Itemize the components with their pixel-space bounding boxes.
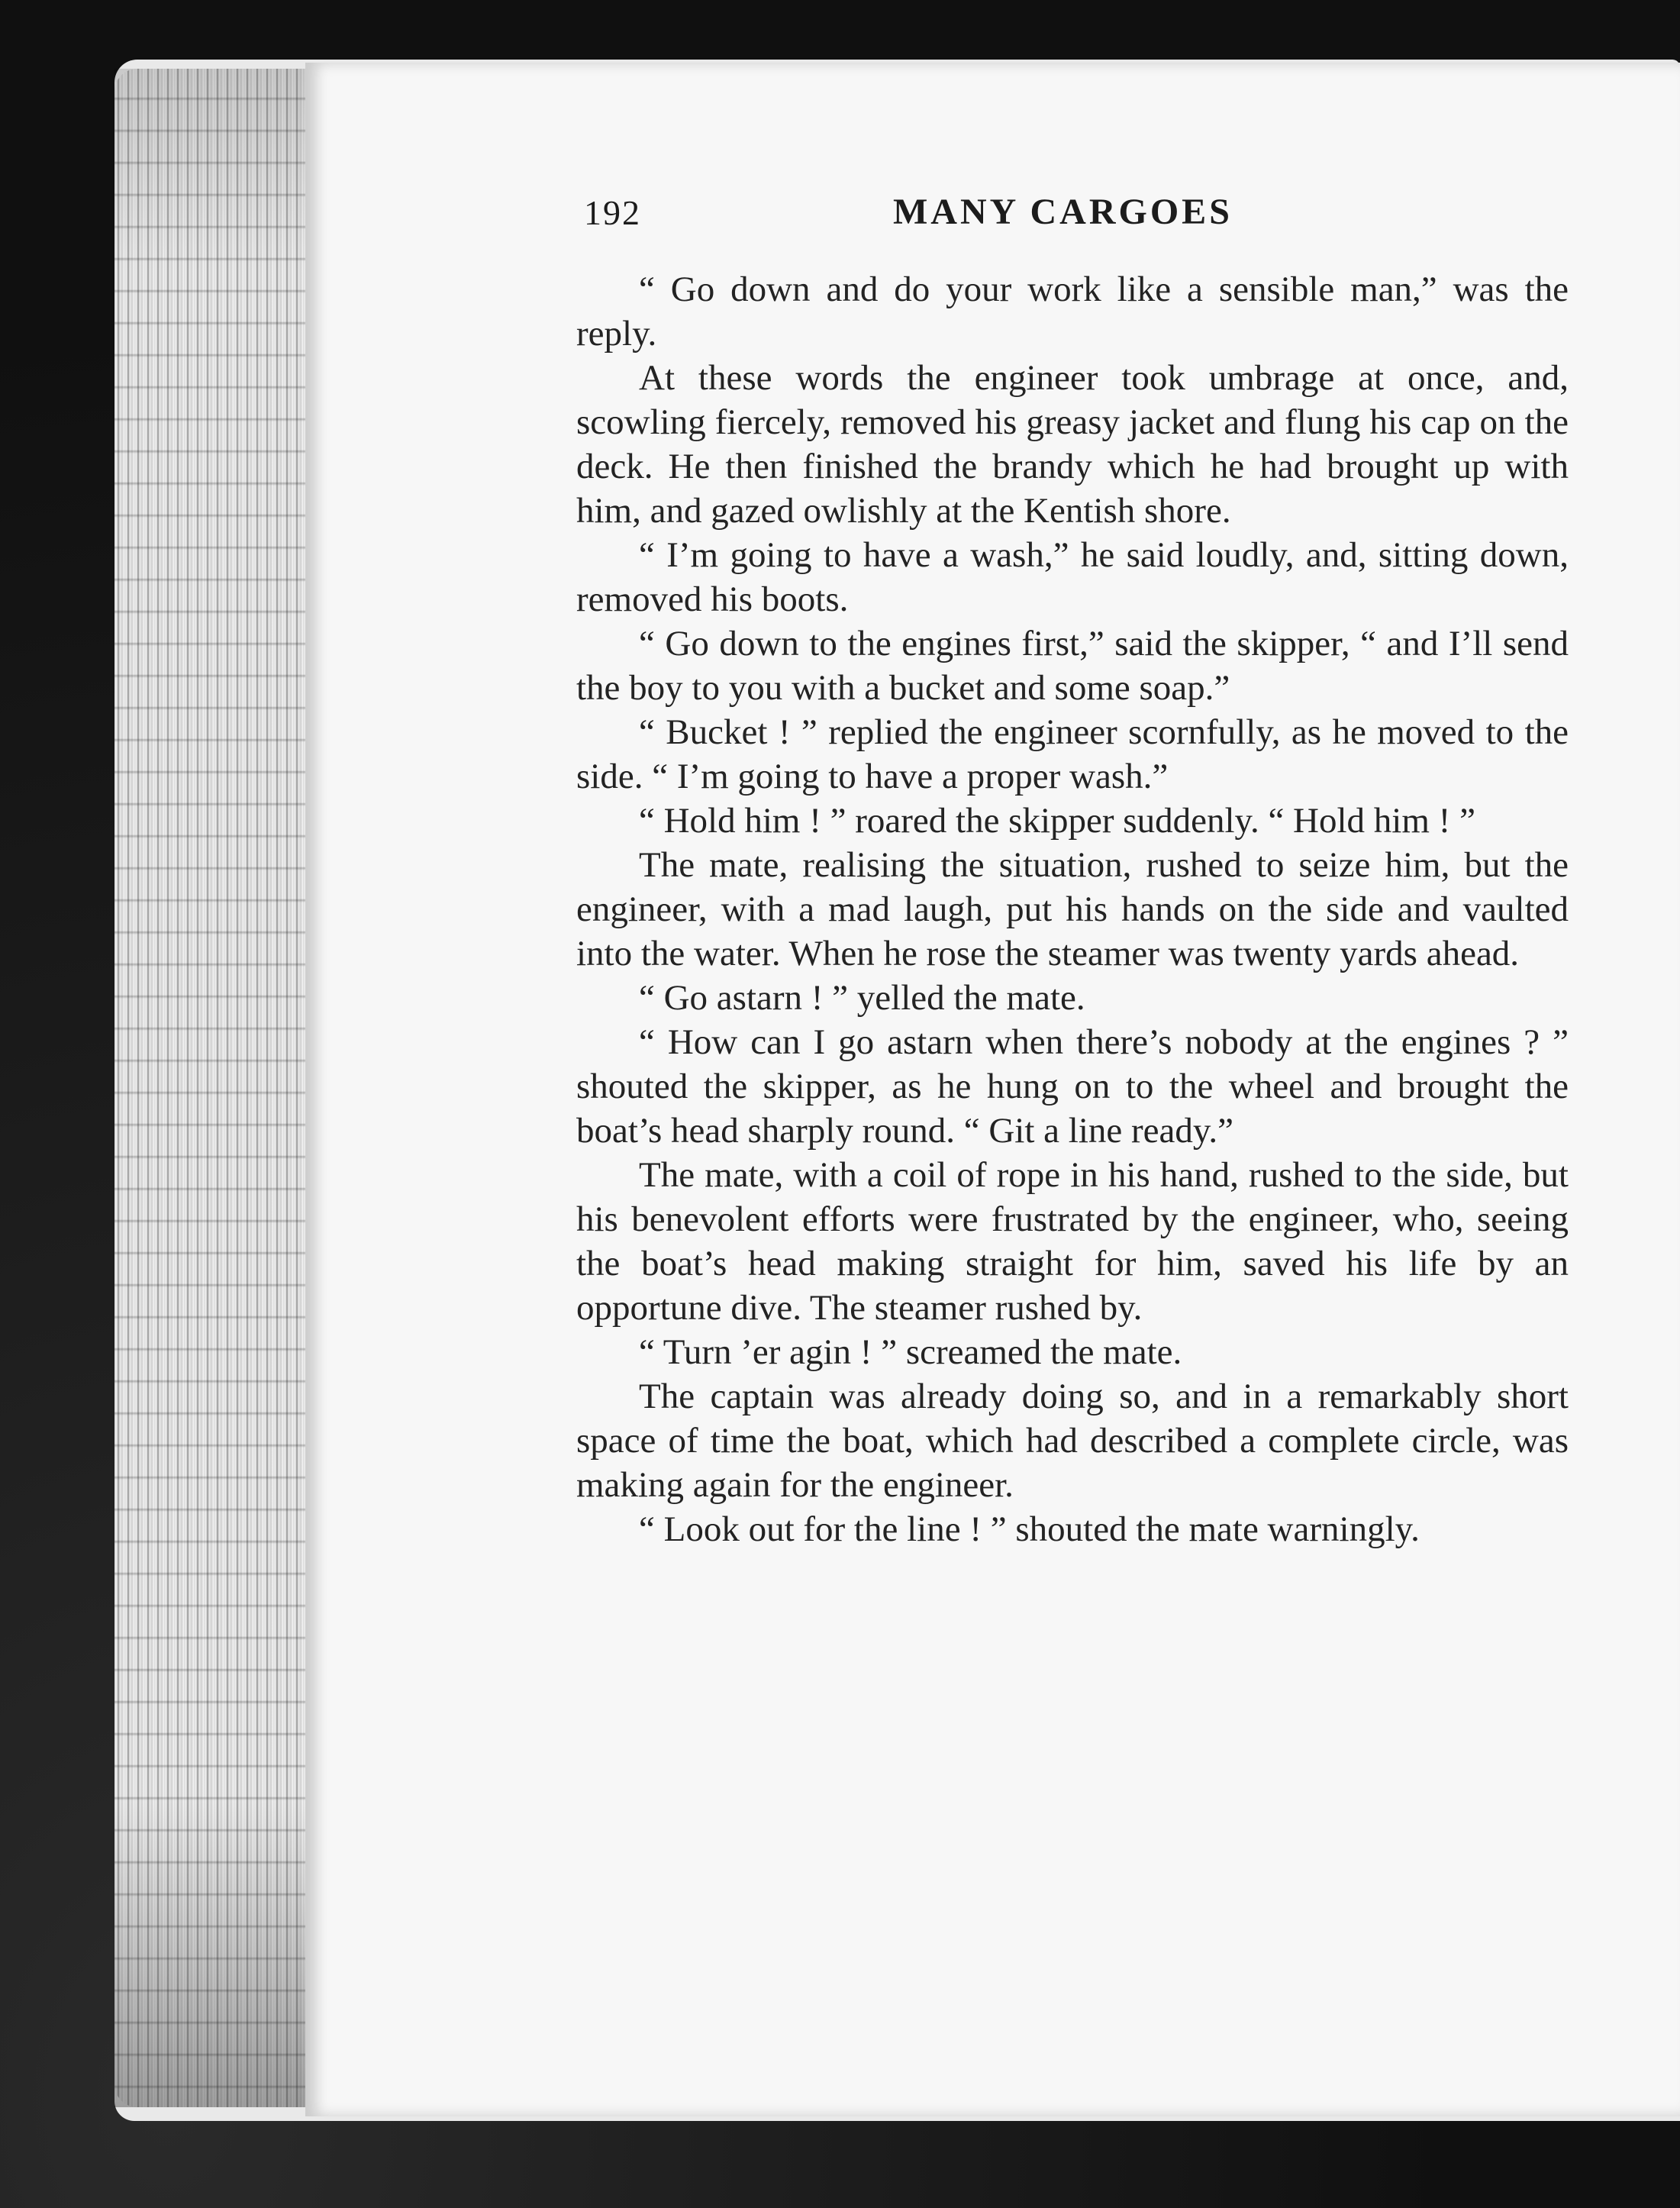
paragraph: “ Hold him ! ” roared the skipper suddenly. “ Hold him ! ”	[639, 801, 1475, 841]
paragraph: “ Look out for the line ! ” shouted the mate warningly.	[639, 1509, 1420, 1549]
page-number: 192	[584, 193, 641, 232]
page-edges	[114, 69, 305, 2107]
paragraph: The mate, realising the situation, rushed to seize him, but the engineer, with a mad laugh, put his hands on the side and vaulted into the water. When he rose the steamer was twenty yards ahead.	[576, 845, 1569, 973]
paragraph: At these words the engineer took umbrage at once, and, scowling fiercely, removed his greasy jacket and flung his cap on the deck. He then finished the brandy which he had brought up with him, and gazed owlishly at the Kentish shore.	[576, 358, 1569, 531]
running-title: MANY CARGOES	[893, 192, 1233, 232]
paragraph: “ Bucket ! ” replied the engineer scornfully, as he moved to the side. “ I’m going to have a proper wash.”	[576, 712, 1569, 796]
paragraph: The mate, with a coil of rope in his hand, rushed to the side, but his benevolent efforts were frustrated by the engineer, who, seeing the boat’s head making straight for him, saved his life by an opportune dive. The steamer rushed by.	[576, 1155, 1569, 1328]
page-header	[584, 192, 1569, 238]
paragraph: “ Turn ’er agin ! ” screamed the mate.	[639, 1332, 1182, 1372]
paragraph: “ How can I go astarn when there’s nobody at the engines ? ” shouted the skipper, as he hung on to the wheel and brought the boat’s head sharply round. “ Git a line ready.”	[576, 1022, 1569, 1151]
body-text	[576, 267, 1569, 1551]
paragraph: “ Go astarn ! ” yelled the mate.	[639, 978, 1085, 1018]
paragraph: “ I’m going to have a wash,” he said loudly, and, sitting down, removed his boots.	[576, 535, 1569, 619]
paragraph: The captain was already doing so, and in a remarkably short space of time the boat, which had described a complete circle, was making again for the engineer.	[576, 1377, 1569, 1505]
paragraph: “ Go down and do your work like a sensible man,” was the reply.	[576, 270, 1569, 353]
paragraph: “ Go down to the engines first,” said the skipper, “ and I’ll send the boy to you with a bucket and some soap.”	[576, 624, 1569, 708]
